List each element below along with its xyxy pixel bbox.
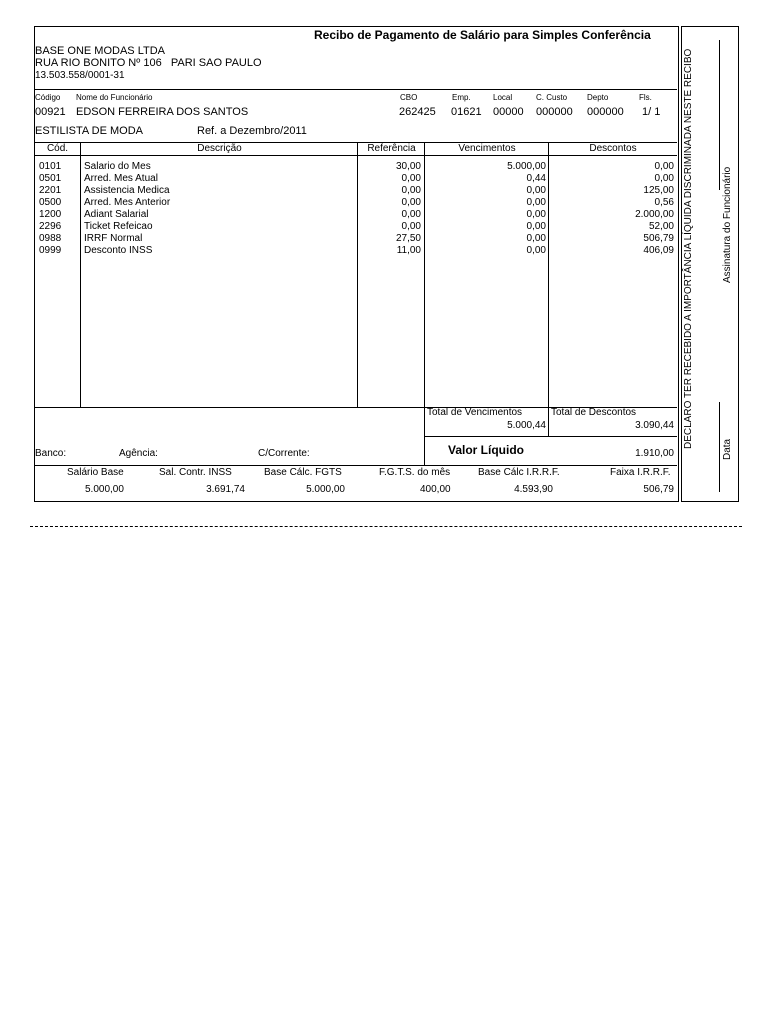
total-descontos-label: Total de Descontos bbox=[551, 407, 637, 418]
total-descontos-value: 3.090,44 bbox=[635, 420, 674, 431]
total-vencimentos-value: 5.000,44 bbox=[507, 420, 546, 431]
table-cell-referencia: 30,00 bbox=[395, 161, 421, 172]
employee-depto: 000000 bbox=[587, 106, 624, 118]
base-irrf-value: 4.593,90 bbox=[514, 484, 553, 495]
table-cell-descontos: 52,00 bbox=[648, 221, 674, 232]
table-cell-cod: 0501 bbox=[39, 173, 62, 184]
table-cell-descontos: 406,09 bbox=[643, 245, 674, 256]
table-cell-referencia: 27,50 bbox=[395, 233, 421, 244]
table-cell-cod: 0101 bbox=[39, 161, 62, 172]
column-cod bbox=[39, 161, 79, 257]
label-emp: Emp. bbox=[452, 93, 471, 102]
agencia-label: Agência: bbox=[119, 448, 158, 459]
table-cell-vencimentos: 0,00 bbox=[526, 221, 546, 232]
employee-cargo: ESTILISTA DE MODA bbox=[35, 125, 143, 137]
table-cell-descontos: 0,56 bbox=[654, 197, 674, 208]
column-descricao bbox=[84, 161, 354, 257]
divider bbox=[424, 436, 677, 437]
table-cell-vencimentos: 0,44 bbox=[526, 173, 546, 184]
label-cbo: CBO bbox=[400, 93, 418, 102]
column-referencia bbox=[358, 161, 421, 257]
cut-line bbox=[30, 526, 742, 527]
label-custo: C. Custo bbox=[536, 93, 568, 102]
table-cell-descontos: 125,00 bbox=[643, 185, 674, 196]
base-fgts-value: 5.000,00 bbox=[306, 484, 345, 495]
table-cell-descricao: Arred. Mes Anterior bbox=[84, 197, 171, 208]
data-label: Data bbox=[722, 438, 733, 460]
table-cell-descricao: Adiant Salarial bbox=[84, 209, 149, 220]
table-cell-referencia: 11,00 bbox=[396, 245, 421, 256]
table-cell-descontos: 506,79 bbox=[643, 233, 674, 244]
table-cell-vencimentos: 0,00 bbox=[526, 245, 546, 256]
date-line bbox=[719, 402, 720, 492]
faixa-irrf-value: 506,79 bbox=[643, 484, 674, 495]
table-cell-vencimentos: 0,00 bbox=[526, 233, 546, 244]
table-cell-vencimentos: 5.000,00 bbox=[507, 161, 546, 172]
table-cell-cod: 0999 bbox=[39, 245, 62, 256]
divider bbox=[34, 465, 677, 466]
header-descontos: Descontos bbox=[589, 143, 637, 154]
total-vencimentos-label: Total de Vencimentos bbox=[427, 407, 523, 418]
employee-fls: 1/ 1 bbox=[642, 106, 661, 118]
corrente-label: C/Corrente: bbox=[258, 448, 310, 459]
faixa-irrf-label: Faixa I.R.R.F. bbox=[610, 467, 671, 478]
table-cell-referencia: 0,00 bbox=[401, 185, 421, 196]
table-cell-referencia: 0,00 bbox=[401, 221, 421, 232]
table-cell-vencimentos: 0,00 bbox=[526, 185, 546, 196]
divider bbox=[34, 155, 677, 156]
label-nome: Nome do Funcionário bbox=[76, 93, 153, 102]
divider bbox=[34, 89, 677, 90]
valor-liquido-label: Valor Líquido bbox=[447, 443, 524, 457]
table-cell-cod: 2296 bbox=[39, 221, 62, 232]
label-depto: Depto bbox=[587, 93, 609, 102]
table-cell-cod: 0500 bbox=[39, 197, 62, 208]
table-cell-cod: 1200 bbox=[39, 209, 62, 220]
receipt-title: Recibo de Pagamento de Salário para Simples Conferência bbox=[314, 28, 651, 42]
base-irrf-label: Base Cálc I.R.R.F. bbox=[478, 467, 560, 478]
table-cell-referencia: 0,00 bbox=[401, 209, 421, 220]
employee-cbo: 262425 bbox=[399, 106, 436, 118]
banco-label: Banco: bbox=[35, 448, 67, 459]
company-cnpj: 13.503.558/0001-31 bbox=[35, 70, 125, 81]
table-cell-descricao: Ticket Refeicao bbox=[84, 221, 153, 232]
employee-emp: 01621 bbox=[451, 106, 482, 118]
table-cell-descontos: 2.000,00 bbox=[635, 209, 674, 220]
column-vencimentos bbox=[425, 161, 546, 257]
employee-codigo: 00921 bbox=[35, 106, 66, 118]
header-descricao: Descrição bbox=[197, 143, 242, 154]
table-cell-cod: 2201 bbox=[39, 185, 62, 196]
table-cell-descricao: Desconto INSS bbox=[84, 245, 153, 256]
sal-contr-inss-label: Sal. Contr. INSS bbox=[159, 467, 232, 478]
employee-nome: EDSON FERREIRA DOS SANTOS bbox=[76, 106, 249, 118]
label-local: Local bbox=[493, 93, 513, 102]
table-cell-referencia: 0,00 bbox=[401, 197, 421, 208]
signature-line bbox=[719, 40, 720, 190]
company-address: RUA RIO BONITO Nº 106 PARI SAO PAULO bbox=[35, 57, 262, 69]
sal-contr-inss-value: 3.691,74 bbox=[206, 484, 245, 495]
employee-custo: 000000 bbox=[536, 106, 573, 118]
table-cell-descricao: Arred. Mes Atual bbox=[84, 173, 158, 184]
table-cell-cod: 0988 bbox=[39, 233, 62, 244]
header-cod: Cód. bbox=[46, 143, 69, 154]
table-cell-vencimentos: 0,00 bbox=[526, 197, 546, 208]
company-name: BASE ONE MODAS LTDA bbox=[35, 45, 165, 57]
table-cell-descricao: IRRF Normal bbox=[84, 233, 143, 244]
valor-liquido-value: 1.910,00 bbox=[635, 448, 674, 459]
header-vencimentos: Vencimentos bbox=[458, 143, 516, 154]
employee-local: 00000 bbox=[493, 106, 524, 118]
table-cell-referencia: 0,00 bbox=[401, 173, 421, 184]
fgts-mes-value: 400,00 bbox=[420, 484, 451, 495]
column-descontos bbox=[549, 161, 674, 257]
table-cell-descricao: Salario do Mes bbox=[84, 161, 151, 172]
label-codigo: Código bbox=[35, 93, 61, 102]
salario-base-label: Salário Base bbox=[67, 467, 124, 478]
base-fgts-label: Base Cálc. FGTS bbox=[264, 467, 342, 478]
assinatura-label: Assinatura do Funcionário bbox=[722, 166, 733, 283]
declaracao-text: DECLARO TER RECEBIDO A IMPORTÂNCIA LÍQUIDA DISCRIMINADA NESTE RECIBO bbox=[683, 48, 694, 449]
fgts-mes-label: F.G.T.S. do mês bbox=[379, 467, 451, 478]
table-cell-vencimentos: 0,00 bbox=[526, 209, 546, 220]
table-cell-descontos: 0,00 bbox=[654, 161, 674, 172]
table-cell-descricao: Assistencia Medica bbox=[84, 185, 170, 196]
label-fls: Fls. bbox=[639, 93, 652, 102]
table-cell-descontos: 0,00 bbox=[654, 173, 674, 184]
header-referencia: Referência bbox=[367, 143, 416, 154]
reference-period: Ref. a Dezembro/2011 bbox=[197, 125, 307, 137]
column-divider bbox=[80, 142, 81, 407]
salario-base-value: 5.000,00 bbox=[85, 484, 124, 495]
